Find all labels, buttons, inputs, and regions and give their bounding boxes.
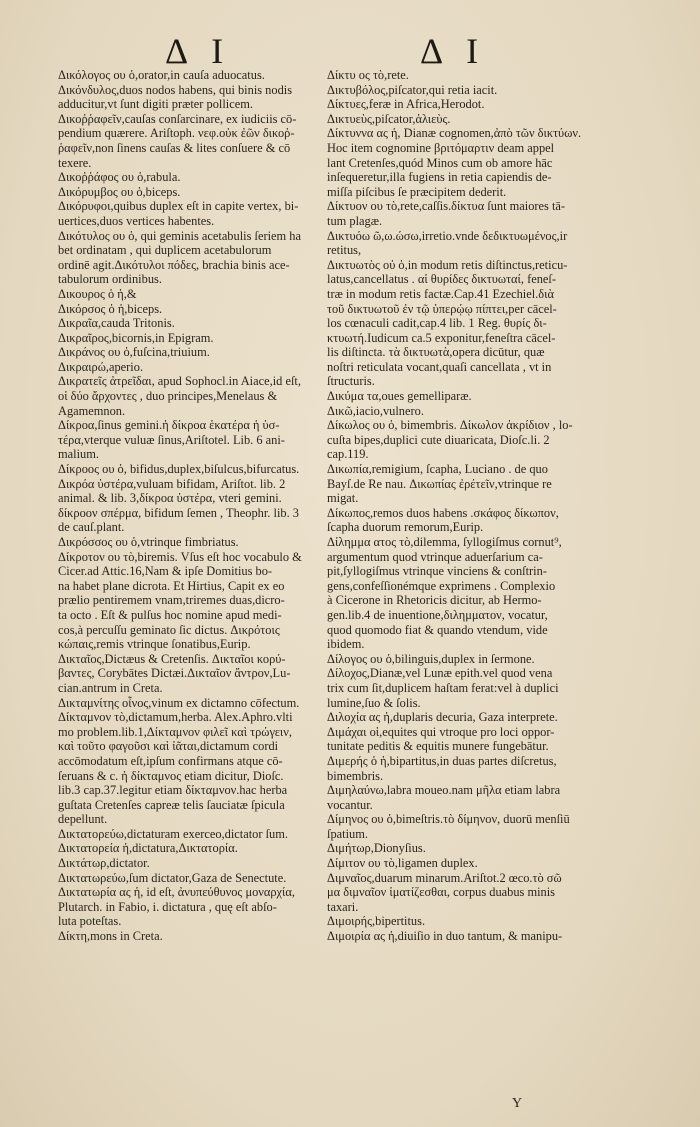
dictionary-entry bbox=[58, 827, 313, 842]
entry-line: ſpatium. bbox=[327, 826, 368, 841]
entry-line: Δίκροα,ſinus gemini.ἡ δίκροα ἑκατέρα ἡ ὑσ- bbox=[58, 418, 280, 433]
signature-mark: Y bbox=[512, 1096, 523, 1111]
dictionary-entry bbox=[327, 710, 584, 725]
entry-line: Bayſ.de Re nau. Δικωπίας ἐρέτεῖν,vtrinque re bbox=[327, 476, 552, 491]
entry-line: βαντες, Corybātes Dictæi.Δικταῖον ἄντρον,Lu- bbox=[58, 666, 291, 681]
entry-line: migat. bbox=[327, 491, 359, 506]
dictionary-entry bbox=[58, 185, 313, 200]
entry-line: Δικτατορεία ἡ,dictatura,Δικτατορία. bbox=[58, 841, 238, 856]
entry-line: Δίμιτον ου τὸ,ligamen duplex. bbox=[327, 856, 478, 871]
dictionary-entry bbox=[327, 725, 584, 754]
entry-line: cuſta bipes,duplici cute diuaricata, Dioſc.li. 2 bbox=[327, 432, 550, 447]
entry-line: gen.lib.4 de inuentione,διλημματον, vocatur, bbox=[327, 607, 548, 622]
entry-line: Δικωπία,remigium, ſcapha, Luciano . de quo bbox=[327, 462, 548, 477]
entry-line: Διμοιρία ας ἡ,diuiſio in duo tantum, & manipu- bbox=[327, 929, 563, 944]
entry-line: tunitate peditis & equitis munere fungebātur. bbox=[327, 739, 549, 754]
entry-line: Διμερής ὁ ἡ,bipartitus,in duas partes diſcretus, bbox=[327, 753, 557, 768]
dictionary-entry bbox=[327, 258, 584, 389]
entry-line: μα διμναῖον ἱματίζεσθαι, corpus duabus minis bbox=[327, 885, 555, 900]
entry-line: Agamemnon. bbox=[58, 403, 126, 418]
entry-line: à Cicerone in Rhetoricis dicitur, ab Hermo- bbox=[327, 593, 542, 608]
dictionary-entry bbox=[327, 462, 584, 506]
dictionary-entry bbox=[327, 126, 584, 199]
dictionary-entry bbox=[58, 170, 313, 185]
dictionary-entry bbox=[58, 68, 313, 83]
entry-line: Δικτατωρία ας ἡ, id eſt, ἀνυπεύθυνος μοναρχία, bbox=[58, 885, 295, 900]
entry-line: Δίκτυες,feræ in Africa,Herodot. bbox=[327, 97, 485, 112]
entry-line: Δικόλογος ου ὁ,orator,in cauſa aduocatus. bbox=[58, 68, 265, 82]
dictionary-entry bbox=[327, 506, 584, 535]
dictionary-entry bbox=[58, 710, 313, 827]
entry-line: ordinē agit.Δικότυλοι πόδες, brachia binis ace- bbox=[58, 257, 290, 272]
entry-line: inſequeretur,illa fugiens in retia capiendis de- bbox=[327, 170, 552, 185]
entry-line: Cicer.ad Attic.16,Nam & ipſe Domitius bo- bbox=[58, 564, 273, 579]
entry-line: Διμναῖος,duarum minarum.Ariſtot.2 œco.τὸ σῶ bbox=[327, 870, 562, 885]
entry-line: tum plagæ. bbox=[327, 213, 383, 228]
entry-line: Διμήτωρ,Dionyſius. bbox=[327, 841, 426, 856]
dictionary-entry bbox=[327, 856, 584, 871]
entry-line: ibidem. bbox=[327, 637, 365, 652]
dictionary-entry bbox=[327, 83, 584, 98]
entry-line: Δικραῖα,cauda Tritonis. bbox=[58, 316, 175, 331]
entry-line: ſcapha duorum remorum,Eurip. bbox=[327, 520, 484, 535]
entry-line: Δικτατορεύω,dictaturam exerceo,dictator ſum. bbox=[58, 826, 288, 841]
entry-line: cian.antrum in Creta. bbox=[58, 680, 163, 695]
entry-line: pendium quærere. Ariſtoph. νεφ.οὐκ ἐῶν δικοῤ- bbox=[58, 126, 295, 141]
entry-line: vocantur. bbox=[327, 797, 373, 812]
entry-line: Δίλογος ου ὁ,bilinguis,duplex in ſermone. bbox=[327, 651, 535, 666]
entry-line: tabulorum ordinibus. bbox=[58, 272, 162, 287]
entry-line: guſtata Cretenſes capreæ telis ſauciatæ ſpicula bbox=[58, 797, 285, 812]
dictionary-entry bbox=[58, 331, 313, 346]
entry-line: Διμηλαύνω,labra moueo.nam μῆλα etiam labra bbox=[327, 783, 561, 798]
entry-line: Δίμηνος ου ὁ,bimeſtris.τὸ δίμηνον, duorū menſiū bbox=[327, 812, 570, 827]
dictionary-entry bbox=[58, 696, 313, 711]
entry-line: argumentum quod vtrinque aduerſarium ca- bbox=[327, 549, 543, 564]
entry-line: quod quomodo fiat & quando vtendum, vide bbox=[327, 622, 548, 637]
entry-line: Δικόρυφοι,quibus duplex eſt in capite vertex, bi- bbox=[58, 199, 299, 214]
entry-line: lis diſtincta. τὰ δικτυωτὰ,opera dicūtur, quæ bbox=[327, 345, 545, 360]
entry-line: Διμάχαι οἱ,equites qui vtroque pro loci oppor- bbox=[327, 724, 555, 739]
entry-line: de cauſ.plant. bbox=[58, 520, 125, 535]
header-right-letters: Δ Ι bbox=[420, 31, 487, 71]
entry-line: Δίκταμνον τὸ,dictamum,herba. Alex.Aphro.vlti bbox=[58, 710, 293, 725]
right-column bbox=[327, 68, 584, 944]
dictionary-entry bbox=[327, 871, 584, 915]
dictionary-entry bbox=[327, 389, 584, 404]
entry-line: Δικτατωρεύω,ſum dictator,Gaza de Senectute. bbox=[58, 870, 287, 885]
entry-line: los cœnaculi cadit,cap.4 lib. 1 Reg. θυρίς δι- bbox=[327, 316, 547, 331]
dictionary-entry bbox=[327, 535, 584, 652]
dictionary-entry bbox=[58, 929, 313, 944]
entry-line: ῥαφεῖν,non ſinens cauſas & lites conſuere & cō bbox=[58, 140, 291, 155]
entry-line: malium. bbox=[58, 447, 99, 462]
entry-line: Δίκροος ου ὁ, bifidus,duplex,biſulcus,bifurcatus. bbox=[58, 462, 300, 477]
dictionary-entry bbox=[327, 97, 584, 112]
entry-line: Δίκτυννα ας ἡ, Dianæ cognomen,ἀπὸ τῶν δικτύων. bbox=[327, 126, 582, 141]
entry-line: accōmodatum eſt,ipſum confirmans atque cō- bbox=[58, 753, 283, 768]
entry-line: prælio pentiremem vnam,triremes duas,dicro- bbox=[58, 593, 285, 608]
entry-line: adducitur,vt ſunt digiti præter pollicem. bbox=[58, 97, 253, 112]
entry-line: depellunt. bbox=[58, 812, 108, 827]
dictionary-entry bbox=[58, 345, 313, 360]
entry-line: taxari. bbox=[327, 899, 359, 914]
entry-line: texere. bbox=[58, 155, 92, 170]
dictionary-entry bbox=[327, 666, 584, 710]
entry-line: Δικότυλος ου ὁ, qui geminis acetabulis ſeriem ha bbox=[58, 228, 301, 243]
dictionary-entry bbox=[327, 929, 584, 944]
entry-line: bimembris. bbox=[327, 768, 384, 783]
entry-line: οἱ δύο ἄρχοντες , duo principes,Menelaus & bbox=[58, 389, 278, 404]
entry-line: δίκροον σπέρμα, bifidum ſemen , Theophr. lib. 3 bbox=[58, 505, 299, 520]
dictionary-entry bbox=[327, 68, 584, 83]
dictionary-entry bbox=[58, 871, 313, 886]
entry-line: ſeruans & c. ἡ δίκταμνος etiam dicitur, Dioſc. bbox=[58, 768, 284, 783]
dictionary-entry bbox=[58, 229, 313, 287]
entry-line: Δικῶ,iacio,vulnero. bbox=[327, 403, 424, 418]
entry-line: retitus, bbox=[327, 243, 362, 258]
entry-line: Δίκτη,mons in Creta. bbox=[58, 929, 163, 944]
entry-line: Δικουρος ὁ ἡ,& bbox=[58, 286, 137, 301]
entry-line: miſſa piſcibus ſe præcipitem dederit. bbox=[327, 184, 507, 199]
entry-line: Δικόρυμβος ου ὁ,biceps. bbox=[58, 184, 181, 199]
dictionary-entry bbox=[327, 812, 584, 841]
dictionary-entry bbox=[58, 462, 313, 535]
entry-line: lib.3 cap.37.legitur etiam δίκταμνον.hac herba bbox=[58, 783, 288, 798]
entry-line: Δικραῖρος,bicornis,in Epigram. bbox=[58, 330, 214, 345]
entry-line: Δίκροτον ου τὸ,biremis. Vſus eſt hoc vocabulo & bbox=[58, 549, 302, 564]
entry-line: Δικραιρώ,aperio. bbox=[58, 359, 144, 374]
entry-line: Δικράνος ου ὁ,fuſcina,triuium. bbox=[58, 345, 210, 360]
entry-line: Δικοῤῥάφος ου ὁ,rabula. bbox=[58, 170, 181, 185]
entry-line: Δικύμα τα,oues gemelliparæ. bbox=[327, 389, 472, 404]
entry-line: ta octo . Eſt & pulſus hoc nomine apud medi- bbox=[58, 607, 282, 622]
entry-line: na habet plane dicrota. Et Hirtius, Capit ex eo bbox=[58, 578, 285, 593]
entry-line: Δικταμνίτης οἶνος,vinum ex dictamno cōfectum. bbox=[58, 695, 300, 710]
entry-line: Δίκτυ ος τὸ,rete. bbox=[327, 68, 409, 82]
entry-line: ſtructuris. bbox=[327, 374, 375, 389]
entry-line: trix cum ſit,duplicem haſtam ferat:vel à duplici bbox=[327, 680, 559, 695]
dictionary-entry bbox=[327, 783, 584, 812]
dictionary-entry bbox=[58, 302, 313, 317]
dictionary-entry bbox=[58, 535, 313, 550]
dictionary-entry bbox=[327, 199, 584, 228]
entry-line: Δικρόσσος ου ὁ,vtrinque fimbriatus. bbox=[58, 535, 239, 549]
entry-line: καὶ τοῦτο φαγοῦσι καὶ ἰᾶται,dictamum cordi bbox=[58, 739, 279, 754]
entry-line: Δίλημμα ατος τὸ,dilemma, ſyllogiſmus cornut⁹, bbox=[327, 535, 562, 549]
entry-line: Δικτυωτὸς οὐ ὁ,in modum retis diſtinctus,reticu- bbox=[327, 257, 568, 272]
entry-line: cos,à percuſſu geminato ſic dictus. Δικρότοις bbox=[58, 622, 280, 637]
dictionary-entry bbox=[58, 550, 313, 652]
entry-line: Διλοχία ας ἡ,duplaris decuria, Gaza interprete. bbox=[327, 710, 558, 725]
dictionary-entry bbox=[58, 841, 313, 856]
dictionary-entry bbox=[58, 652, 313, 696]
entry-line: Δίκωλος ου ὁ, bimembris. Δίκωλον ἀκρίδιον , lo- bbox=[327, 418, 573, 433]
entry-line: Δίκτυον ου τὸ,rete,caſſis.δίκτυα ſunt maiores tā- bbox=[327, 199, 566, 214]
dictionary-entry bbox=[58, 360, 313, 375]
entry-line: træ in modum retis factæ.Cap.41 Ezechiel.διὰ bbox=[327, 286, 554, 301]
entry-line: Δικτάτωρ,dictator. bbox=[58, 856, 150, 871]
entry-line: τοῦ δικτυωτοῦ ἐν τῷ ὑπερῴῳ πίπτει,per cācel- bbox=[327, 301, 557, 316]
entry-line: noſtri reticulata vocant,quaſi cancellata , vt in bbox=[327, 359, 552, 374]
entry-line: Δικτυβόλος,piſcator,qui retia iacit. bbox=[327, 82, 498, 97]
entry-line: Δικρατεῖς ἀτρεῖδαι, apud Sophocl.in Aiace,id eſt, bbox=[58, 374, 301, 389]
dictionary-entry bbox=[58, 374, 313, 418]
entry-line: Δικόνδυλος,duos nodos habens, qui binis nodis bbox=[58, 82, 293, 97]
entry-line: κτυωτή.Iudicum ca.5 exponitur,feneſtra cācel- bbox=[327, 330, 556, 345]
entry-line: Δικοῤῥαφεῖν,cauſas conſarcinare, ex iudiciis cō- bbox=[58, 111, 297, 126]
entry-line: Δικτυεὺς,piſcator,ἁλιεὺς. bbox=[327, 111, 451, 126]
dictionary-entry bbox=[58, 112, 313, 170]
header-left-letters: Δ Ι bbox=[165, 31, 232, 71]
entry-line: mo problem.lib.1,Δίκταμνον φιλεῖ καὶ τρώγειν, bbox=[58, 724, 292, 739]
dictionary-entry bbox=[58, 856, 313, 871]
dictionary-entry bbox=[327, 112, 584, 127]
entry-line: lant Cretenſes,quód Minos cum ob amore hāc bbox=[327, 155, 553, 170]
entry-line: latus,cancellatus . αἱ θυρίδες δικτυωταί, feneſ- bbox=[327, 272, 556, 287]
entry-line: Δικρόα ὑστέρα,vuluam bifidam, Ariſtot. lib. 2 bbox=[58, 476, 286, 491]
dictionary-entry bbox=[327, 841, 584, 856]
dictionary-entry bbox=[58, 418, 313, 462]
dictionary-entry bbox=[327, 404, 584, 419]
entry-line: lumine,ſuo & ſolis. bbox=[327, 695, 421, 710]
entry-line: Δικταῖος,Dictæus & Cretenſis. Δικταῖοι κορύ- bbox=[58, 651, 286, 666]
entry-line: Δικτυόω ῶ,ω.ώσω,irretio.vnde δεδικτυωμένος,ir bbox=[327, 228, 568, 243]
entry-line: bet ordinatam , qui duplicem acetabulorum bbox=[58, 243, 272, 258]
dictionary-entry bbox=[327, 229, 584, 258]
left-column bbox=[58, 68, 313, 944]
entry-line: pit,ſyllogiſmus vtrinque vinciens & conſtrin- bbox=[327, 564, 547, 579]
entry-line: gens,confeſſionémque exprimens . Complexio bbox=[327, 578, 556, 593]
dictionary-entry bbox=[58, 83, 313, 112]
entry-line: animal. & lib. 3,δίκροα ὑστέρα, vteri gemini. bbox=[58, 491, 282, 506]
entry-line: Δίλοχος,Dianæ,vel Lunæ epith.vel quod vena bbox=[327, 666, 553, 681]
dictionary-entry bbox=[327, 652, 584, 667]
entry-line: cap.119. bbox=[327, 447, 369, 462]
dictionary-entry bbox=[58, 885, 313, 929]
dictionary-entry bbox=[58, 287, 313, 302]
entry-line: Plutarch. in Fabio, i. dictatura , quę eſt abſo- bbox=[58, 899, 277, 914]
entry-line: Δίκωπος,remos duos habens .σκάφος δίκωπον, bbox=[327, 505, 559, 520]
entry-line: uertices,duos vertices habentes. bbox=[58, 213, 215, 228]
dictionary-entry bbox=[327, 914, 584, 929]
entry-line: Διμοιρής,bipertitus. bbox=[327, 914, 426, 929]
running-header bbox=[0, 30, 700, 70]
entry-line: τέρα,vterque vuluæ ſinus,Ariſtotel. Lib. 6 ani- bbox=[58, 432, 285, 447]
dictionary-entry bbox=[58, 199, 313, 228]
entry-line: Δικόρσος ὁ ἡ,biceps. bbox=[58, 301, 163, 316]
entry-line: κώπαις,remis vtrinque ſonatibus,Eurip. bbox=[58, 637, 251, 652]
dictionary-entry bbox=[58, 316, 313, 331]
dictionary-entry bbox=[327, 754, 584, 783]
entry-line: Hoc item cognomine βριτόμαρτιν deam appel bbox=[327, 140, 555, 155]
dictionary-entry bbox=[327, 418, 584, 462]
entry-line: luta poteſtas. bbox=[58, 914, 122, 929]
